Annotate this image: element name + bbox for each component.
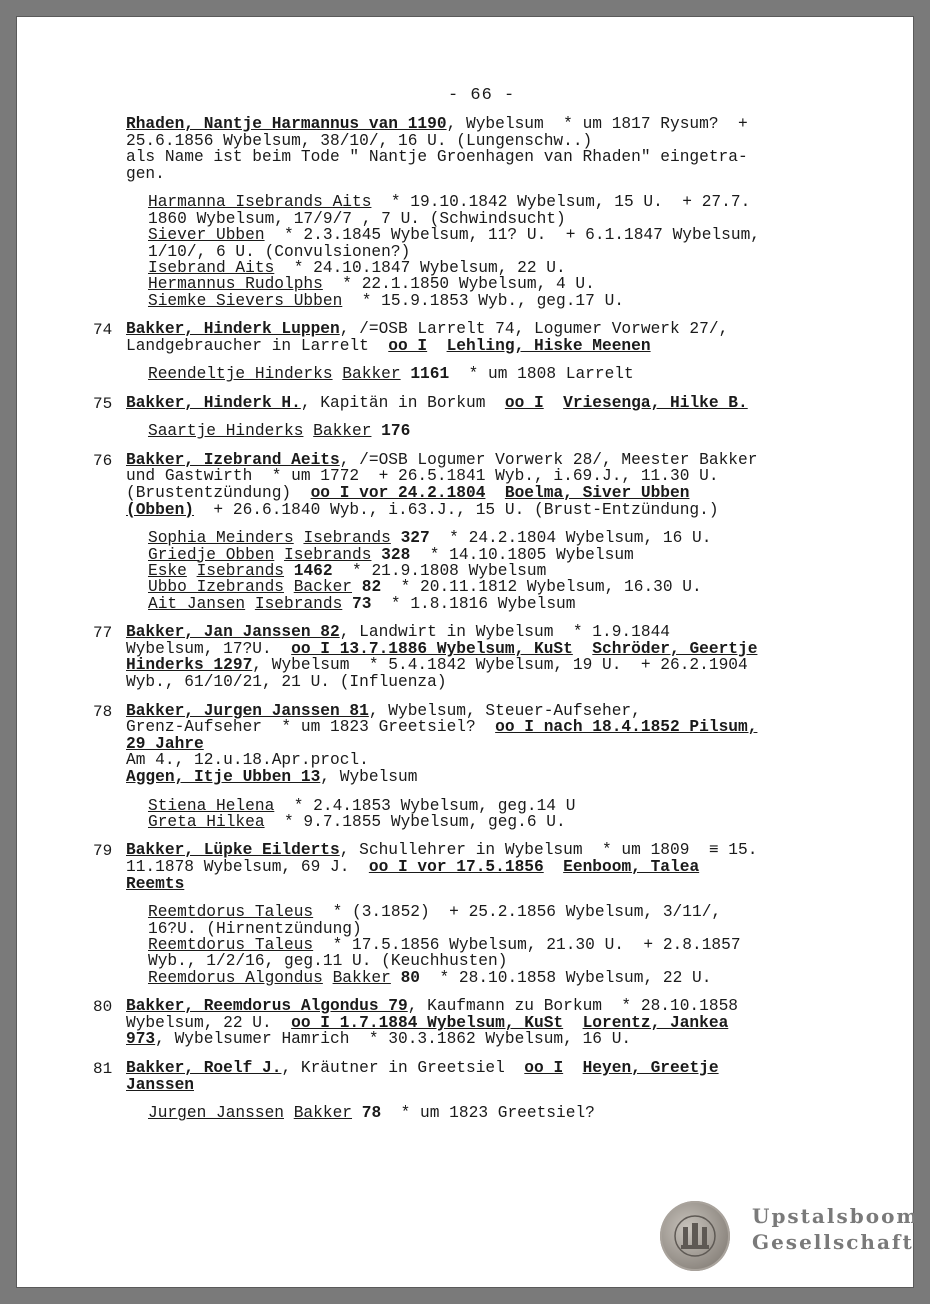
children-list — [148, 366, 848, 382]
child-entry — [148, 530, 848, 546]
entry-line: Rhaden, Nantje Harmannus van 1190, Wybelsum * um 1817 Rysum? + — [126, 115, 748, 133]
entry-line: Am 4., 12.u.18.Apr.procl. — [126, 751, 369, 770]
entry-line: Bakker, Hinderk Luppen, /=OSB Larrelt 74, Logumer Vorwerk 27/, — [126, 320, 729, 339]
child-entry — [148, 293, 848, 309]
child-entry — [148, 937, 848, 970]
document-page — [16, 16, 920, 1288]
entry-line: Landgebraucher in Larrelt oo I Lehling, Hiske Meenen — [126, 336, 651, 355]
genealogy-entry — [16, 998, 914, 1048]
entry-number: 76 — [93, 451, 113, 470]
entry-line: 11.1878 Wybelsum, 69 J. oo I vor 17.5.1856 Eenboom, Talea — [126, 857, 700, 876]
child-entry — [148, 798, 848, 814]
entry-line: und Gastwirth * um 1772 + 26.5.1841 Wyb., i.69.J., 11.30 U. — [126, 467, 719, 486]
entry-text — [126, 395, 846, 412]
entry-number: 75 — [93, 394, 113, 413]
genealogy-entry — [16, 452, 914, 612]
entry-line: Bakker, Roelf J., Kräutner in Greetsiel oo I Heyen, Greetje — [126, 1058, 719, 1077]
child-line: Ubbo Izebrands Backer 82 * 20.11.1812 Wybelsum, 16.30 U. — [148, 578, 702, 597]
children-list — [148, 423, 848, 439]
entry-number: 79 — [93, 842, 113, 861]
child-entry — [148, 1105, 848, 1121]
child-entry — [148, 276, 848, 292]
child-entry — [148, 970, 848, 986]
genealogy-entry — [16, 842, 914, 986]
child-entry — [148, 366, 848, 382]
child-line: Greta Hilkea * 9.7.1855 Wybelsum, geg.6 U. — [148, 812, 566, 831]
society-logo — [660, 1201, 930, 1291]
entry-line: Janssen — [126, 1075, 194, 1094]
entry-line: Bakker, Izebrand Aeits, /=OSB Logumer Vorwerk 28/, Meester Bakker — [126, 450, 758, 469]
entry-line: 29 Jahre — [126, 734, 204, 753]
child-line: Siemke Sievers Ubben * 15.9.1853 Wyb., geg.17 U. — [148, 291, 625, 310]
entry-line: Wybelsum, 22 U. oo I 1.7.1884 Wybelsum, KuSt Lorentz, Jankea — [126, 1013, 729, 1032]
entry-line: Reemts — [126, 874, 185, 893]
entry-line: Wyb., 61/10/21, 21 U. (Influenza) — [126, 673, 447, 691]
entry-number: 78 — [93, 702, 113, 721]
child-line: Sophia Meinders Isebrands 327 * 24.2.1804 Wybelsum, 16 U. — [148, 529, 712, 548]
child-line: Jurgen Janssen Bakker 78 * um 1823 Greetsiel? — [148, 1104, 595, 1123]
entry-text — [126, 452, 846, 518]
genealogy-entry — [16, 1060, 914, 1122]
child-line: 1860 Wybelsum, 17/9/7 , 7 U. (Schwindsucht) — [148, 209, 566, 228]
entry-text — [126, 998, 846, 1048]
entry-line: Bakker, Hinderk H., Kapitän in Borkum oo I Vriesenga, Hilke B. — [126, 393, 748, 412]
logo-line-2: Gesellschaft — [752, 1230, 914, 1254]
entry-number: 77 — [93, 624, 113, 643]
seal-icon — [660, 1201, 730, 1271]
child-line: Harmanna Isebrands Aits * 19.10.1842 Wybelsum, 15 U. + 27.7. — [148, 193, 751, 212]
child-entry — [148, 563, 848, 579]
entry-line: gen. — [126, 164, 165, 183]
entry-number: 81 — [93, 1059, 113, 1078]
entry-line: Wybelsum, 17?U. oo I 13.7.1886 Wybelsum, KuSt Schröder, Geertje — [126, 639, 758, 658]
child-entry — [148, 814, 848, 830]
entry-line: Bakker, Lüpke Eilderts, Schullehrer in Wybelsum * um 1809 ≡ 15. — [126, 841, 758, 860]
genealogy-entry — [16, 116, 914, 309]
page-number: - 66 - — [448, 86, 516, 105]
children-list — [148, 798, 848, 831]
children-list — [148, 1105, 848, 1121]
logo-line-1: Upstalsboom — [752, 1204, 920, 1228]
entry-number: 80 — [93, 998, 113, 1017]
entry-line: (Obben) + 26.6.1840 Wyb., i.63.J., 15 U. (Brust-Entzündung.) — [126, 500, 719, 519]
child-entry — [148, 596, 848, 612]
entry-text — [126, 624, 846, 690]
genealogy-entry — [16, 321, 914, 383]
child-line: Griedje Obben Isebrands 328 * 14.10.1805 Wybelsum — [148, 545, 634, 564]
child-entry — [148, 579, 848, 595]
child-entry — [148, 260, 848, 276]
child-line: Reemtdorus Taleus * (3.1852) + 25.2.1856 Wybelsum, 3/11/, — [148, 903, 722, 922]
child-entry — [148, 227, 848, 260]
entry-line: Bakker, Reemdorus Algondus 79, Kaufmann zu Borkum * 28.10.1858 — [126, 997, 738, 1016]
entry-line: Bakker, Jurgen Janssen 81, Wybelsum, Steuer-Aufseher, — [126, 701, 641, 720]
entry-line: 973, Wybelsumer Hamrich * 30.3.1862 Wybelsum, 16 U. — [126, 1030, 632, 1049]
entry-line: Hinderks 1297, Wybelsum * 5.4.1842 Wybelsum, 19 U. + 26.2.1904 — [126, 656, 748, 675]
child-line: Reendeltje Hinderks Bakker 1161 * um 1808 Larrelt — [148, 365, 634, 384]
child-entry — [148, 423, 848, 439]
child-entry — [148, 547, 848, 563]
child-line: Siever Ubben * 2.3.1845 Wybelsum, 11? U. + 6.1.1847 Wybelsum, — [148, 226, 760, 245]
entry-line: als Name ist beim Tode " Nantje Groenhagen van Rhaden" eingetra- — [126, 148, 748, 167]
entry-number: 74 — [93, 321, 113, 340]
child-line: Isebrand Aits * 24.10.1847 Wybelsum, 22 U. — [148, 259, 566, 277]
child-line: Reemtdorus Taleus * 17.5.1856 Wybelsum, 21.30 U. + 2.8.1857 — [148, 935, 741, 954]
child-entry — [148, 904, 848, 937]
entry-line: (Brustentzündung) oo I vor 24.2.1804 Boelma, Siver Ubben — [126, 484, 690, 502]
child-entry — [148, 194, 848, 227]
child-line: Stiena Helena * 2.4.1853 Wybelsum, geg.14 U — [148, 796, 576, 815]
entry-line: Bakker, Jan Janssen 82, Landwirt in Wybelsum * 1.9.1844 — [126, 623, 670, 642]
genealogy-entry — [16, 395, 914, 440]
entry-line: 25.6.1856 Wybelsum, 38/10/, 16 U. (Lungenschw..) — [126, 131, 593, 150]
entry-text — [126, 116, 846, 182]
child-line: Reemdorus Algondus Bakker 80 * 28.10.1858 Wybelsum, 22 U. — [148, 968, 712, 987]
children-list — [148, 194, 848, 309]
children-list — [148, 904, 848, 986]
logo-text — [752, 1203, 920, 1255]
entry-text — [126, 1060, 846, 1093]
entry-text — [126, 321, 846, 354]
entry-line: Grenz-Aufseher * um 1823 Greetsiel? oo I nach 18.4.1852 Pilsum, — [126, 718, 758, 737]
entry-line: Aggen, Itje Ubben 13, Wybelsum — [126, 767, 418, 786]
child-line: Ait Jansen Isebrands 73 * 1.8.1816 Wybelsum — [148, 594, 576, 613]
child-line: 1/10/, 6 U. (Convulsionen?) — [148, 242, 411, 261]
child-line: Eske Isebrands 1462 * 21.9.1808 Wybelsum — [148, 562, 547, 580]
entry-list — [16, 116, 914, 1134]
genealogy-entry — [16, 624, 914, 690]
child-line: Saartje Hinderks Bakker 176 — [148, 422, 411, 441]
entry-text — [126, 842, 846, 892]
child-line: Hermannus Rudolphs * 22.1.1850 Wybelsum, 4 U. — [148, 275, 595, 294]
child-line: 16?U. (Hirnentzündung) — [148, 919, 362, 938]
entry-text — [126, 703, 846, 786]
children-list — [148, 530, 848, 612]
genealogy-entry — [16, 703, 914, 831]
child-line: Wyb., 1/2/16, geg.11 U. (Keuchhusten) — [148, 952, 508, 971]
